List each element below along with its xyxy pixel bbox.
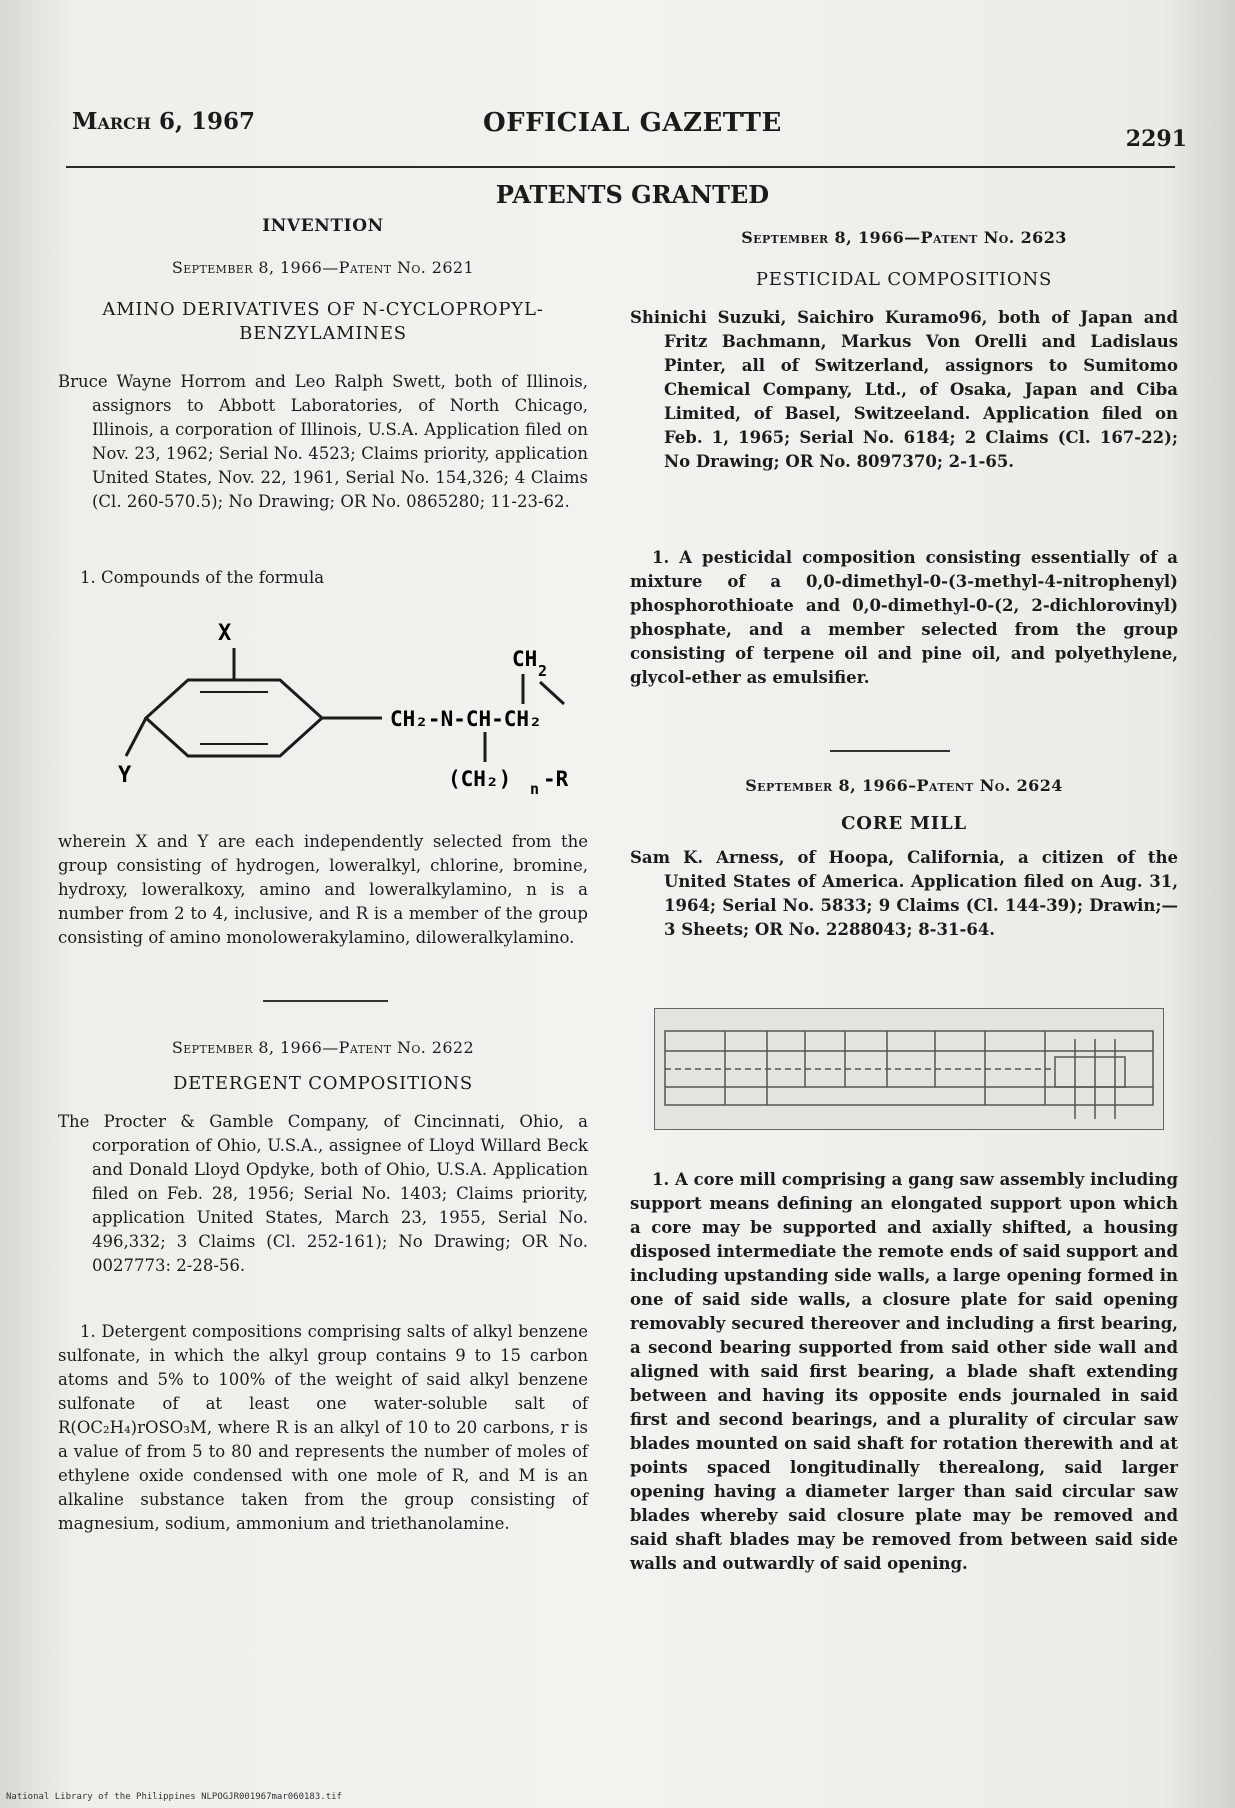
- patent-2623-claim: 1. A pesticidal composition consisting essentially of a mixture of a 0,0-dimethyl-0-(3-methyl-4-nitrophenyl) phosphorothioate and 0,0-dimethyl-0-(2, 2-dichlorovinyl) phosphate, and a member selected from the group consisting of terpene oil and pine oil, and polyethylene, glycol-ether as emulsifier.: [630, 548, 1178, 687]
- patent-2624-title: CORE MILL: [841, 813, 967, 834]
- formula-x-label: X: [218, 621, 232, 646]
- header-title: OFFICIAL GAZETTE: [483, 108, 782, 138]
- patent-2623-line: September 8, 1966—Patent No. 2623: [741, 228, 1067, 247]
- y-bond: [126, 718, 146, 756]
- formula-y-label: Y: [118, 763, 132, 788]
- patent-2624-line: September 8, 1966–Patent No. 2624: [745, 776, 1063, 795]
- header-rule: [66, 166, 1175, 168]
- invention-heading: INVENTION: [262, 216, 384, 236]
- patent-2621-claim-intro: 1. Compounds of the formula: [80, 568, 325, 587]
- formula-side-r: -R: [543, 767, 569, 791]
- scan-footer: National Library of the Philippines NLPOGJR001967mar060183.tif: [6, 1792, 342, 1802]
- core-mill-sketch: [655, 1009, 1163, 1129]
- patent-2621-title-line1: AMINO DERIVATIVES OF N-CYCLOPROPYL-: [102, 299, 544, 320]
- core-mill-drawing: [654, 1008, 1164, 1130]
- patent-2622-title: DETERGENT COMPOSITIONS: [172, 1073, 474, 1094]
- benzene-ring: [146, 680, 322, 756]
- patent-2621-body: Bruce Wayne Horrom and Leo Ralph Swett, both of Illinois, assignors to Abbott Laboratories, of North Chicago, Illinois, a corporation of Illinois, U.S.A. Application filed on Nov. 23, 1962; Serial No. 4523; Claims priority, application United States, Nov. 22, 1961, Serial No. 154,326; 4 Claims (Cl. 260-570.5); No Drawing; OR No. 0865280; 11-23-62.: [58, 372, 588, 511]
- patent-2621-line: September 8, 1966—Patent No. 2621: [171, 258, 475, 277]
- chemical-formula: [118, 610, 588, 795]
- formula-side-chain: (CH₂): [448, 767, 512, 791]
- patent-2622-body: The Procter & Gamble Company, of Cincinnati, Ohio, a corporation of Ohio, U.S.A., assignee of Lloyd Willard Beck and Donald Lloyd Opdyke, both of Ohio, U.S.A. Application filed on Feb. 28, 1956; Serial No. 1403; Claims priority, application United States, March 23, 1955, Serial No. 496,332; 3 Claims (Cl. 252-161); No Drawing; OR No. 0027773: 2-28-56.: [58, 1112, 588, 1275]
- patent-2623-body: Shinichi Suzuki, Saichiro Kuramo96, both of Japan and Fritz Bachmann, Markus Von Orelli and Ladislaus Pinter, all of Switzerland, assignors to Sumitomo Chemical Company, Ltd., of Osaka, Japan and Ciba Limited, of Basel, Switzeeland. Application filed on Feb. 1, 1965; Serial No. 6184; 2 Claims (Cl. 167-22); No Drawing; OR No. 8097370; 2-1-65.: [630, 308, 1178, 471]
- patent-2624-body: Sam K. Arness, of Hoopa, California, a citizen of the United States of America. Application filed on Aug. 31, 1964; Serial No. 5833; 9 Claims (Cl. 144-39); Drawin;—3 Sheets; OR No. 2288043; 8-31-64.: [630, 848, 1178, 939]
- patent-2621-title-line2: BENZYLAMINES: [239, 323, 407, 344]
- formula-ch2-top-subscript: 2: [538, 662, 548, 680]
- patent-2622-claim: 1. Detergent compositions comprising salts of alkyl benzene sulfonate, in which the alkyl group contains 9 to 15 carbon atoms and 5% to 100% of the weight of said alkyl benzene sulfonate of at least one water-soluble salt of R(OC₂H₄)rOSO₃M, where R is an alkyl of 10 to 20 carbons, r is a value of from 5 to 80 and represents the number of moles of ethylene oxide condensed with one mole of R, and M is an alkaline substance taken from the group consisting of magnesium, sodium, ammonium and triethanolamine.: [58, 1322, 588, 1533]
- separator-2621: [263, 1000, 388, 1002]
- ch2-bond-diagonal: [540, 682, 564, 704]
- formula-side-n: n: [530, 780, 540, 795]
- formula-chain: CH₂-N-CH-CH₂: [390, 707, 542, 731]
- patent-2623-title: PESTICIDAL COMPOSITIONS: [755, 269, 1053, 290]
- separator-2623: [830, 750, 950, 752]
- patent-2624-claim: 1. A core mill comprising a gang saw assembly including support means defining an elongated support upon which a core may be supported and axially shifted, a housing disposed intermediate the remote ends of said support and including upstanding side walls, a large opening formed in one of said side walls, a closure plate for said opening removably secured thereover and including a first bearing, a second bearing supported from said other side wall and aligned with said first bearing, a blade shaft extending between and having its opposite ends journaled in said first and second bearings, and a plurality of circular saw blades mounted on said shaft for rotation therewith and at points spaced longitudinally therealong, said larger opening having a diameter larger than said circular saw blades whereby said closure plate may be removed and said shaft blades may be removed from between said side walls and outwardly of said opening.: [630, 1170, 1178, 1573]
- header-date: March 6, 1967: [72, 108, 256, 135]
- formula-ch2-top: CH: [512, 647, 538, 671]
- section-title: PATENTS GRANTED: [495, 180, 770, 209]
- patent-2621-claim-body: wherein X and Y are each independently selected from the group consisting of hydrogen, loweralkyl, chlorine, bromine, hydroxy, loweralkoxy, amino and loweralkylamino, n is a number from 2 to 4, inclusive, and R is a member of the group consisting of amino monolowerakylamino, diloweralkylamino.: [58, 832, 588, 947]
- patent-2622-line: September 8, 1966—Patent No. 2622: [171, 1038, 475, 1057]
- page-number: 2291: [1125, 126, 1187, 152]
